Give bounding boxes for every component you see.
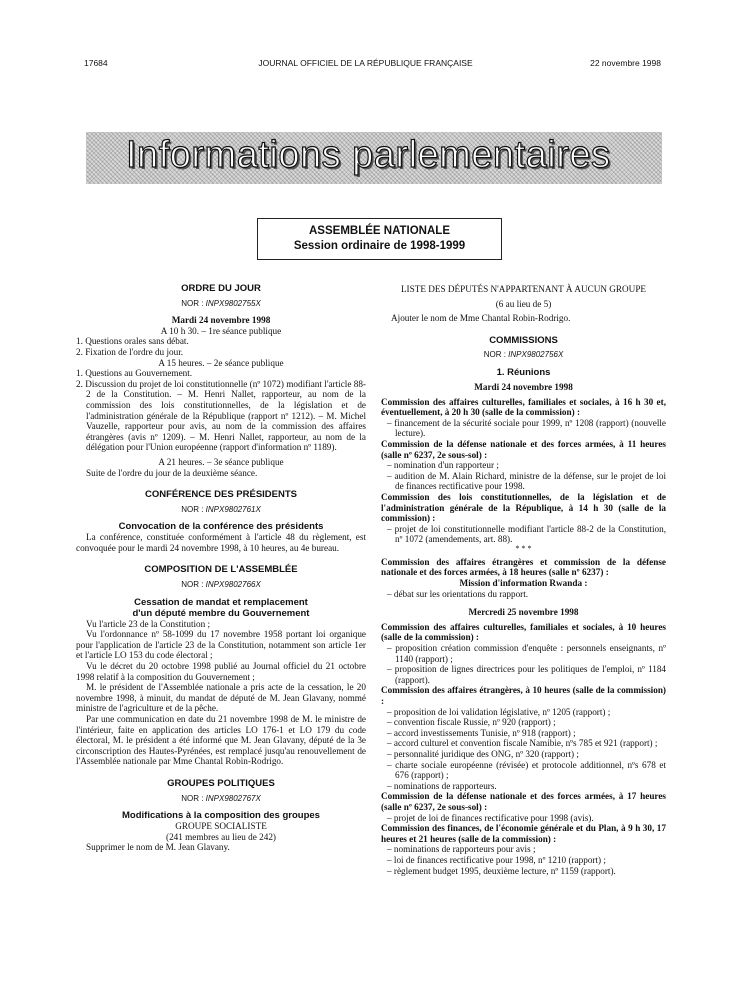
list-item: – personnalité juridique des ONG, nº 320 (rapport) ; xyxy=(387,748,579,759)
assembly-box xyxy=(257,218,502,260)
commission-items xyxy=(381,524,666,545)
assembly-name: ASSEMBLÉE NATIONALE xyxy=(309,225,450,237)
ordre-date: Mardi 24 novembre 1998 xyxy=(171,315,271,326)
group-count: (241 membres au lieu de 242) xyxy=(166,831,276,842)
groupes-nor: NOR : INPX9802767X xyxy=(181,793,261,803)
group-text: Supprimer le nom de M. Jean Glavany. xyxy=(86,842,230,853)
liste-title: LISTE DES DÉPUTÉS N'APPARTENANT À AUCUN GROUPE xyxy=(400,284,647,294)
seance1-time: A 10 h 30. – 1re séance publique xyxy=(160,325,282,336)
commission-items xyxy=(381,844,666,876)
list-item: – projet de loi constitutionnelle modifiant l'article 88-2 de la Constitution, nº 1072 (amendements, art. 88). xyxy=(387,523,667,545)
list-item: – loi de finances rectificative pour 1998, nº 1210 (rapport) ; xyxy=(387,854,606,865)
commission-items xyxy=(381,460,666,492)
conference-title: CONFÉRENCE DES PRÉSIDENTS xyxy=(144,489,298,501)
list-item: – projet de loi de finances rectificative pour 1998 (avis). xyxy=(387,812,594,823)
right-column xyxy=(381,284,666,876)
liste-text: Ajouter le nom de Mme Chantal Robin-Rodrigo. xyxy=(391,313,571,324)
commissions-title: COMMISSIONS xyxy=(489,334,558,346)
list-item: – proposition de lignes directrices pour les politiques de l'emploi, nº 1184 (rapport). xyxy=(387,664,667,685)
asterism: * * * xyxy=(515,543,532,553)
list-item: – financement de la sécurité sociale pour 1999, nº 1208 (rapport) (nouvelle lecture). xyxy=(387,417,666,439)
commission-heading: Commission des affaires étrangères, à 10 heures (salle de la commission) : xyxy=(381,685,666,706)
list-item: – charte sociale européenne (révisée) et protocole additionnel, nºs 678 et 676 (rapport) ; xyxy=(387,759,666,781)
commission-items xyxy=(381,813,666,824)
commission-heading: Commission des affaires culturelles, familiales et sociales, à 10 heures (salle de la commission) : xyxy=(381,621,666,643)
composition-subtitle-2: d'un député membre du Gouvernement xyxy=(132,607,310,619)
mission-heading: Mission d'information Rwanda : xyxy=(459,578,588,589)
header-date: 22 novembre 1998 xyxy=(590,58,661,68)
seance3-text: Suite de l'ordre du jour de la deuxième séance. xyxy=(86,467,258,478)
commission-items xyxy=(381,418,666,439)
list-item: – règlement budget 1995, deuxième lecture, nº 1159 (rapport). xyxy=(387,865,616,876)
date-1: Mardi 24 novembre 1998 xyxy=(474,381,573,392)
paragraph: M. le président de l'Assemblée nationale a pris acte de la cessation, le 20 novembre 1998, à minuit, du mandat de député de M. Jean Glavany, nommé ministre de l'agriculture et de la pêche. xyxy=(76,682,366,714)
groupes-title: GROUPES POLITIQUES xyxy=(167,777,275,789)
commission-items xyxy=(381,589,666,600)
list-item: 1. Questions au Gouvernement. xyxy=(76,368,193,379)
composition-subtitle-1: Cessation de mandat et remplacement xyxy=(134,596,308,608)
commission-heading: Commission des affaires culturelles, familiales et sociales, à 16 h 30 et, éventuellement, à 20 h 30 (salle de la commission) : xyxy=(381,396,666,418)
conference-nor: NOR : INPX9802761X xyxy=(181,504,261,514)
left-column xyxy=(76,284,366,853)
commission-heading: Commission des finances, de l'économie générale et du Plan, à 9 h 30, 17 heures et 21 heures (salle de la commission) : xyxy=(381,823,666,844)
groupes-subtitle: Modifications à la composition des groupes xyxy=(122,810,320,822)
list-item: – nominations de rapporteurs pour avis ; xyxy=(387,844,536,855)
commission-heading: Commission de la défense nationale et des forces armées, à 11 heures (salle nº 6237, 2e sous-sol) : xyxy=(381,438,666,460)
composition-title: COMPOSITION DE L'ASSEMBLÉE xyxy=(144,564,298,576)
list-item: – nominations de rapporteurs. xyxy=(387,780,497,791)
group-name: GROUPE SOCIALISTE xyxy=(175,821,267,832)
seance3-time: A 21 heures. – 3e séance publique xyxy=(158,456,284,467)
list-item: – audition de M. Alain Richard, ministre de la défense, sur le projet de loi de finances rectificative pour 1998. xyxy=(387,470,666,492)
list-item: – débat sur les orientations du rapport. xyxy=(387,588,529,599)
commission-items xyxy=(381,707,666,792)
commission-heading: Commission des lois constitutionnelles, de la législation et de l'administration générale de la République, à 14 h 30 (salle de la commission) : xyxy=(381,491,666,524)
journal-title: JOURNAL OFFICIEL DE LA RÉPUBLIQUE FRANÇAISE xyxy=(258,58,473,68)
list-item: – accord investissements Tunisie, nº 918 (rapport) ; xyxy=(387,727,576,738)
list-item: 1. Questions orales sans débat. xyxy=(76,336,189,347)
seance2-items xyxy=(76,368,366,453)
composition-nor: NOR : INPX9802766X xyxy=(181,580,261,590)
session-name: Session ordinaire de 1998-1999 xyxy=(293,240,466,252)
page-number: 17684 xyxy=(84,58,108,68)
conference-text: La conférence, constituée conformément à l'article 48 du règlement, est convoquée pour le mardi 24 novembre 1998, à 10 heures, au 4e bureau. xyxy=(76,532,366,553)
list-item: – nomination d'un rapporteur ; xyxy=(387,460,499,471)
reunions-heading: 1. Réunions xyxy=(496,366,551,378)
liste-count: (6 au lieu de 5) xyxy=(495,298,552,309)
commission-heading: Commission des affaires étrangères et commission de la défense nationale et des forces armées, à 18 heures (salle nº 6237) : xyxy=(381,556,666,578)
list-item: 2. Discussion du projet de loi constitutionnelle (nº 1072) modifiant l'article 88-2 de la Constitution. – M. Henri Nallet, rapporteur, au nom de la commission des lois constitutionnelles, de la législation et de l'administration générale de la République (rapport nº 1212). – M. Michel Vauzelle, rapporteur pour avis, au nom de la commission des affaires étrangères (avis nº 1209). – M. Henri Nallet, rapporteur, au nom de la délégation pour l'Union européenne (rapport d'information nº 1189). xyxy=(76,378,366,453)
list-item: – proposition création commission d'enquête : personnels enseignants, nº 1140 (rapport) ; xyxy=(387,643,667,664)
commissions-nor: NOR : INPX9802756X xyxy=(483,350,564,360)
paragraph: Vu le décret du 20 octobre 1998 publié au Journal officiel du 21 octobre 1998 relatif à la composition du Gouvernement ; xyxy=(76,661,366,682)
paragraph: Par une communication en date du 21 novembre 1998 de M. le ministre de l'intérieur, faite en application des articles LO 176-1 et LO 179 du code électoral, M. le président a été informé que M. Jean Glavany, député de la 3e circonscription des Hautes-Pyrénées, est remplacé jusqu'au renouvellement de l'Assemblée nationale par Mme Chantal Robin-Rodrigo. xyxy=(76,714,366,767)
section-banner xyxy=(86,132,662,184)
list-item: 2. Fixation de l'ordre du jour. xyxy=(76,346,184,357)
date-2: Mercredi 25 novembre 1998 xyxy=(468,607,579,618)
list-item: – accord culturel et convention fiscale Namibie, nºs 785 et 921 (rapport) ; xyxy=(387,738,658,749)
paragraph: Vu l'article 23 de la Constitution ; xyxy=(86,618,211,629)
commission-heading: Commission de la défense nationale et des forces armées, à 17 heures (salle nº 6237, 2e sous-sol) : xyxy=(381,791,666,812)
conference-subtitle: Convocation de la conférence des présidents xyxy=(118,521,324,533)
seance1-items xyxy=(76,336,366,357)
list-item: – proposition de loi validation législative, nº 1205 (rapport) ; xyxy=(387,706,611,717)
paragraph: Vu l'ordonnance nº 58-1099 du 17 novembre 1958 portant loi organique pour l'application de l'article 23 de la Constitution, notamment son article 1er et l'article LO 153 du code électoral ; xyxy=(76,629,366,661)
list-item: – convention fiscale Russie, nº 920 (rapport) ; xyxy=(387,717,556,728)
ordre-nor: NOR : INPX9802755X xyxy=(181,298,261,308)
seance2-time: A 15 heures. – 2e séance publique xyxy=(158,357,284,368)
ordre-title: ORDRE DU JOUR xyxy=(181,283,261,294)
commission-items xyxy=(381,643,666,685)
banner-title: Informations parlementaires xyxy=(126,134,611,176)
